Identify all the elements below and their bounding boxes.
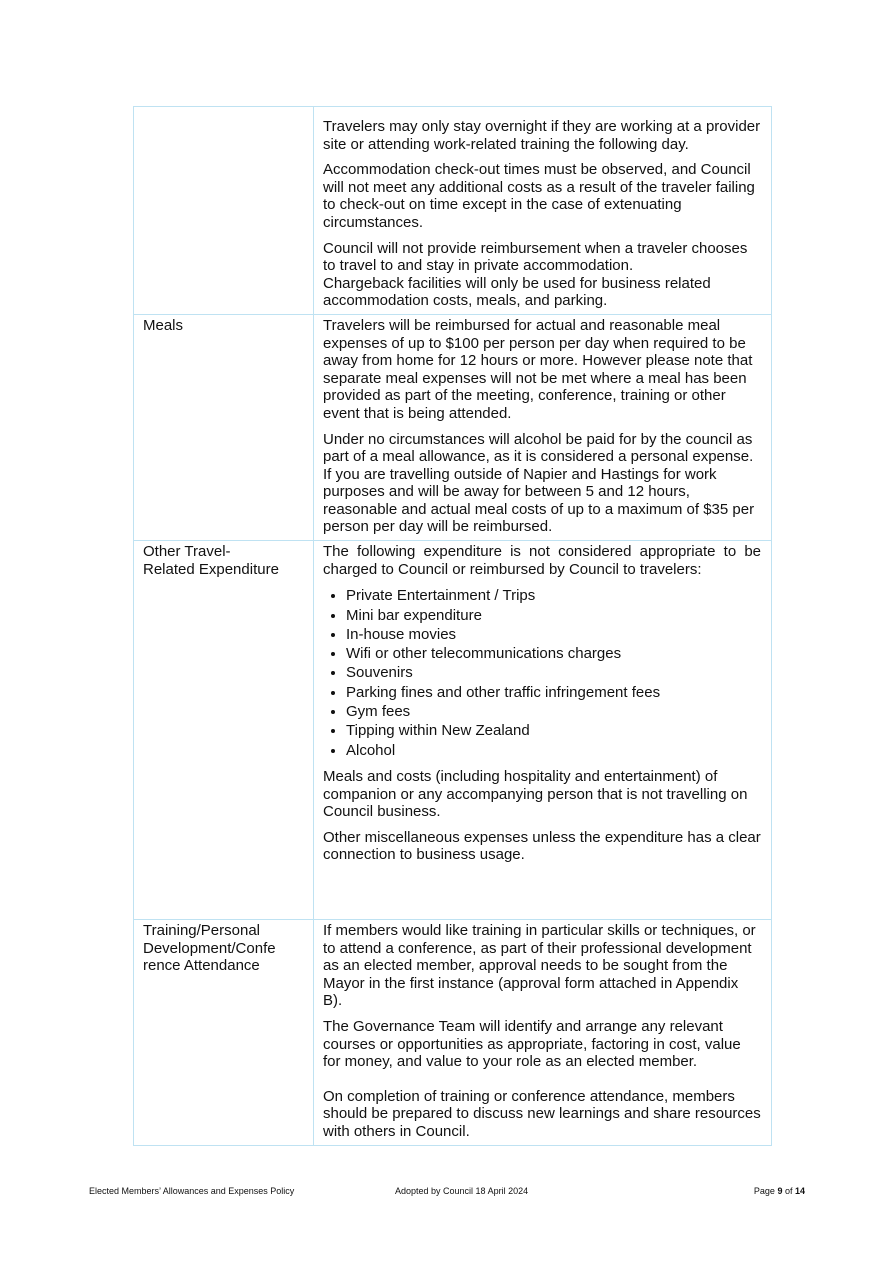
label-line: Related Expenditure — [143, 560, 279, 578]
paragraph-line: Chargeback facilities will only be used for business related accommodation costs, meals, and parking. — [323, 274, 711, 310]
paragraph: On completion of training or conference attendance, members should be prepared to discuss new learnings and share resources with others in Council. — [323, 1087, 761, 1140]
list-item: • Alcohol — [346, 741, 761, 760]
footer-adoption-date: Adopted by Council 18 April 2024 — [395, 1186, 529, 1196]
table-row-meals — [134, 314, 772, 540]
row-label-meals: Meals — [134, 314, 314, 540]
page-of: of — [782, 1186, 795, 1196]
table-row-other-travel — [134, 541, 772, 920]
list-item: • In-house movies — [346, 625, 761, 644]
paragraph-line: Council will not provide reimbursement when a traveler chooses to travel to and stay in private accommodation. — [323, 239, 748, 275]
table-row-training — [134, 920, 772, 1146]
row-label-other-travel — [134, 541, 314, 920]
row-content-other-travel — [314, 541, 772, 920]
list-item: • Wifi or other telecommunications charges — [346, 644, 761, 663]
paragraph: The Governance Team will identify and arrange any relevant courses or opportunities as appropriate, factoring in cost, value for money, and value to your role as an elected member. — [323, 1018, 741, 1071]
footer-page-number — [754, 1186, 805, 1197]
paragraph: Travelers may only stay overnight if they are working at a provider site or attending work-related training the following day. — [323, 118, 761, 153]
paragraph-line: If you are travelling outside of Napier and Hastings for work purposes and will be away for between 5 and 12 hours, reasonable and actual meal costs of up to a maximum of $35 per person per day will be reimbursed. — [323, 465, 755, 536]
label-line: rence Attendance — [143, 957, 260, 975]
table-row-accommodation — [134, 107, 772, 315]
paragraph: Travelers will be reimbursed for actual and reasonable meal expenses of up to $100 per person per day when required to be away from home for 12 hours or more. However please note that separate meal expenses will not be met where a meal has been provided as part of the meeting, conference, training or other event that is being attended. — [323, 316, 753, 422]
list-item: • Private Entertainment / Trips — [346, 586, 761, 605]
list-item: • Gym fees — [346, 702, 761, 721]
total-pages: 14 — [794, 1186, 805, 1196]
row-content-accommodation — [314, 107, 772, 315]
paragraph: Meals and costs (including hospitality and entertainment) of companion or any accompanying person that is not travelling on Council business. — [323, 767, 748, 821]
list-item: • Mini bar expenditure — [346, 606, 761, 625]
row-content-meals — [314, 314, 772, 540]
list-item: • Parking fines and other traffic infringement fees — [346, 683, 761, 702]
row-label-training — [134, 920, 314, 1146]
label-line: Other Travel- — [143, 543, 231, 561]
paragraph: Other miscellaneous expenses unless the expenditure has a clear connection to business usage. — [323, 828, 761, 864]
row-content-training — [314, 920, 772, 1146]
paragraph — [323, 240, 761, 310]
list-item: • Tipping within New Zealand — [346, 721, 761, 740]
list-item: • Souvenirs — [346, 663, 761, 682]
paragraph: The following expenditure is not considered appropriate to be charged to Council or reimbursed by Council to travelers: — [323, 543, 761, 578]
policy-table — [133, 106, 772, 1146]
page-prefix: Page — [753, 1186, 778, 1196]
expenditure-list — [323, 586, 761, 760]
footer-document-title: Elected Members’ Allowances and Expenses Policy — [89, 1186, 295, 1196]
paragraph: Accommodation check-out times must be observed, and Council will not meet any additional costs as a result of the traveler failing to check-out on time except in the case of extenuating circumstances. — [323, 161, 755, 231]
paragraph-line: Under no circumstances will alcohol be paid for by the council as part of a meal allowance, as it is considered a personal expense. — [323, 430, 754, 466]
paragraph — [323, 431, 761, 537]
paragraph: If members would like training in particular skills or techniques, or to attend a conference, as part of their professional development as an elected member, approval needs to be sought from the Mayor in the first instance (approval form attached in Appendix B). — [323, 922, 756, 1010]
label-line: Training/Personal — [143, 922, 261, 940]
row-label-empty — [134, 107, 314, 315]
label-line: Development/Confe — [143, 939, 276, 957]
current-page: 9 — [777, 1186, 783, 1196]
